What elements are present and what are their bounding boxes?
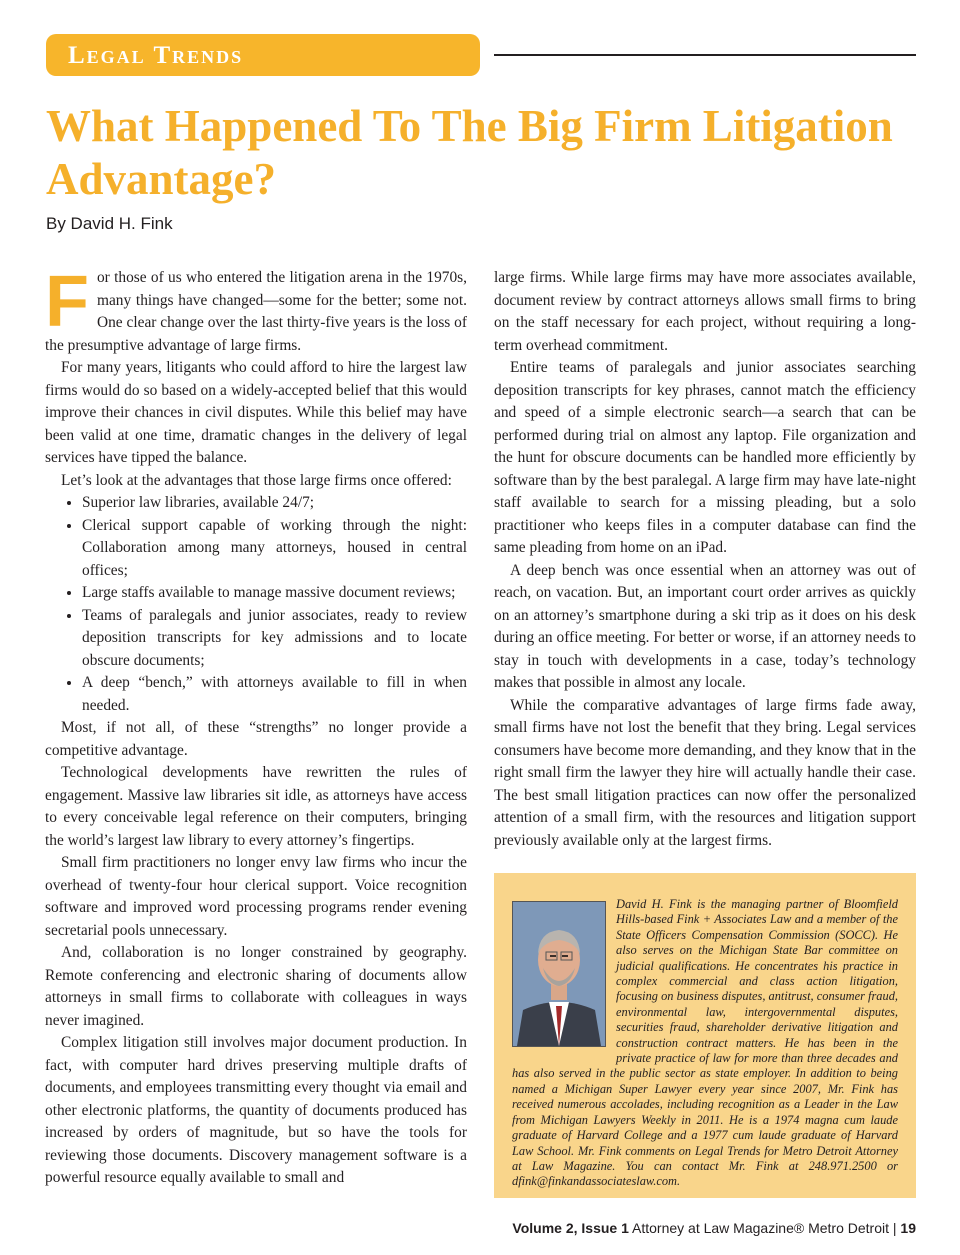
page-number: 19: [900, 1220, 916, 1236]
header-rule: [494, 54, 916, 56]
byline: By David H. Fink: [46, 214, 173, 233]
author-bio: David H. Fink is the managing partner of Bloomfield Hills-based Fink + Associates Law and a member of the State Officers Compensation Commission (SOCC). He also serves on the Michigan State Bar committee on judicial qualifications. He concentrates his practice in complex commercial and class action litigation, focusing on business disputes, antitrust, consumer fraud, environmental law, intergovernmental disputes, securities fraud, shareholder derivative litigation and construction contract matters. He has been in the private practice of law for more than three decades and has also served in the public sector as state employer. In addition to being named a Michigan Super Lawyer every year since 2007, Mr. Fink has received numerous accolades, including recognition as a Leader in the Law from Michigan Lawyers Weekly in 2011. He is a 1974 magna cum laude graduate of Harvard College and a 1977 cum laude graduate of Harvard Law School. Mr. Fink comments on Legal Trends for Metro Detroit Attorney at Law Magazine. You can contact Mr. Fink at 248.971.2500 or dfink@finkandassociateslaw.com.: [512, 897, 898, 1189]
paragraph: While the comparative advantages of large firms fade away, small firms have not lost the benefit that they bring. Legal services consumers have become more demanding, and they know that in the right small firm the lawyer they hire will actually handle their case. The best small litigation practices can now offer the personalized attention of a small firm, with the resources and litigation support previously available only at the largest firms.: [494, 696, 916, 849]
section-label: Legal Trends: [68, 42, 244, 69]
right-column: [494, 267, 916, 852]
author-bio-box: [494, 873, 916, 1198]
paragraph: Complex litigation still involves major document production. In fact, with computer hard drives preserving multiple drafts of documents, and employees transmitting every thought via email and other electronic platforms, the quantity of documents produced has increased by orders of magnitude, but so have the tools for reviewing those documents. Discovery management software is a powerful resource equally available to small and: [45, 1034, 467, 1186]
drop-cap: F: [45, 262, 89, 342]
list-item: • Teams of paralegals and junior associates, ready to review deposition transcripts for key admissions and to locate obscure documents;: [82, 605, 467, 673]
list-item: • A deep “bench,” with attorneys available to fill in when needed.: [82, 672, 467, 717]
paragraph: Entire teams of paralegals and junior associates searching deposition transcripts for key phrases, cannot match the efficiency and speed of a simple electronic search—a search that can be performed during trial on almost any laptop. File organization and the hunt for obscure documents can be handled more efficiently by software than by the best paralegal. A large firm may have late-night staff available to search for a missing pleading, but a solo practitioner who keeps files in a computer database can find the same pleading from home on an iPad.: [494, 359, 916, 556]
intro-text: or those of us who entered the litigation arena in the 1970s, many things have changed—some for the better; some not. One clear change over the last thirty-five years is the loss of the presumptive advantage of large firms.: [45, 269, 467, 354]
intro-paragraph: [45, 262, 467, 357]
advantages-list: [45, 492, 467, 717]
author-photo: [512, 901, 606, 1047]
list-item: • Superior law libraries, available 24/7;: [82, 492, 467, 515]
publication-name: Attorney at Law Magazine® Metro Detroit: [632, 1220, 889, 1236]
issue-label: Volume 2, Issue 1: [512, 1220, 629, 1236]
continuation-paragraph: large firms. While large firms may have more associates available, document review by contract attorneys allows small firms to bring on the staff necessary for each project, without requiring a long-term overhead commitment.: [494, 269, 916, 354]
left-column: [45, 262, 467, 1190]
paragraph: Let’s look at the advantages that those large firms once offered:: [61, 471, 452, 489]
paragraph: And, collaboration is no longer constrained by geography. Remote conferencing and electronic sharing of documents allow attorneys in small firms to collaborate with colleagues in ways never imagined.: [45, 944, 467, 1029]
author-portrait-icon: [513, 902, 605, 1046]
footer-separator: |: [892, 1220, 897, 1236]
article-title: What Happened To The Big Firm Litigation Advantage?: [46, 101, 893, 204]
section-tab: [46, 34, 480, 76]
paragraph: Technological developments have rewritten the rules of engagement. Massive law libraries sit idle, as attorneys have access to every conceivable legal reference on their computers, bringing the world’s largest law library to every attorney’s fingertips.: [45, 764, 467, 849]
page-footer: [512, 1220, 916, 1236]
paragraph: For many years, litigants who could afford to hire the largest law firms would do so based on a widely-accepted belief that this would improve their chances in civil disputes. While this belief may have been valid at one time, dramatic changes in the delivery of legal services have tipped the balance.: [45, 359, 467, 466]
paragraph: Small firm practitioners no longer envy law firms who incur the overhead of twenty-four hour clerical support. Voice recognition software and improved word processing programs render evening secretarial pools unnecessary.: [45, 854, 467, 939]
list-item: • Clerical support capable of working through the night: Collaboration among many attorneys, housed in central offices;: [82, 515, 467, 583]
list-item: • Large staffs available to manage massive document reviews;: [82, 582, 467, 605]
paragraph: A deep bench was once essential when an attorney was out of reach, on vacation. But, an important court order arrives as quickly on an attorney’s smartphone during a ski trip as it does on his desk during an office meeting. For better or worse, if an attorney needs to stay in touch with developments in a case, today’s technology makes that possible in almost any locale.: [494, 561, 916, 691]
paragraph: Most, if not all, of these “strengths” no longer provide a competitive advantage.: [45, 719, 467, 759]
